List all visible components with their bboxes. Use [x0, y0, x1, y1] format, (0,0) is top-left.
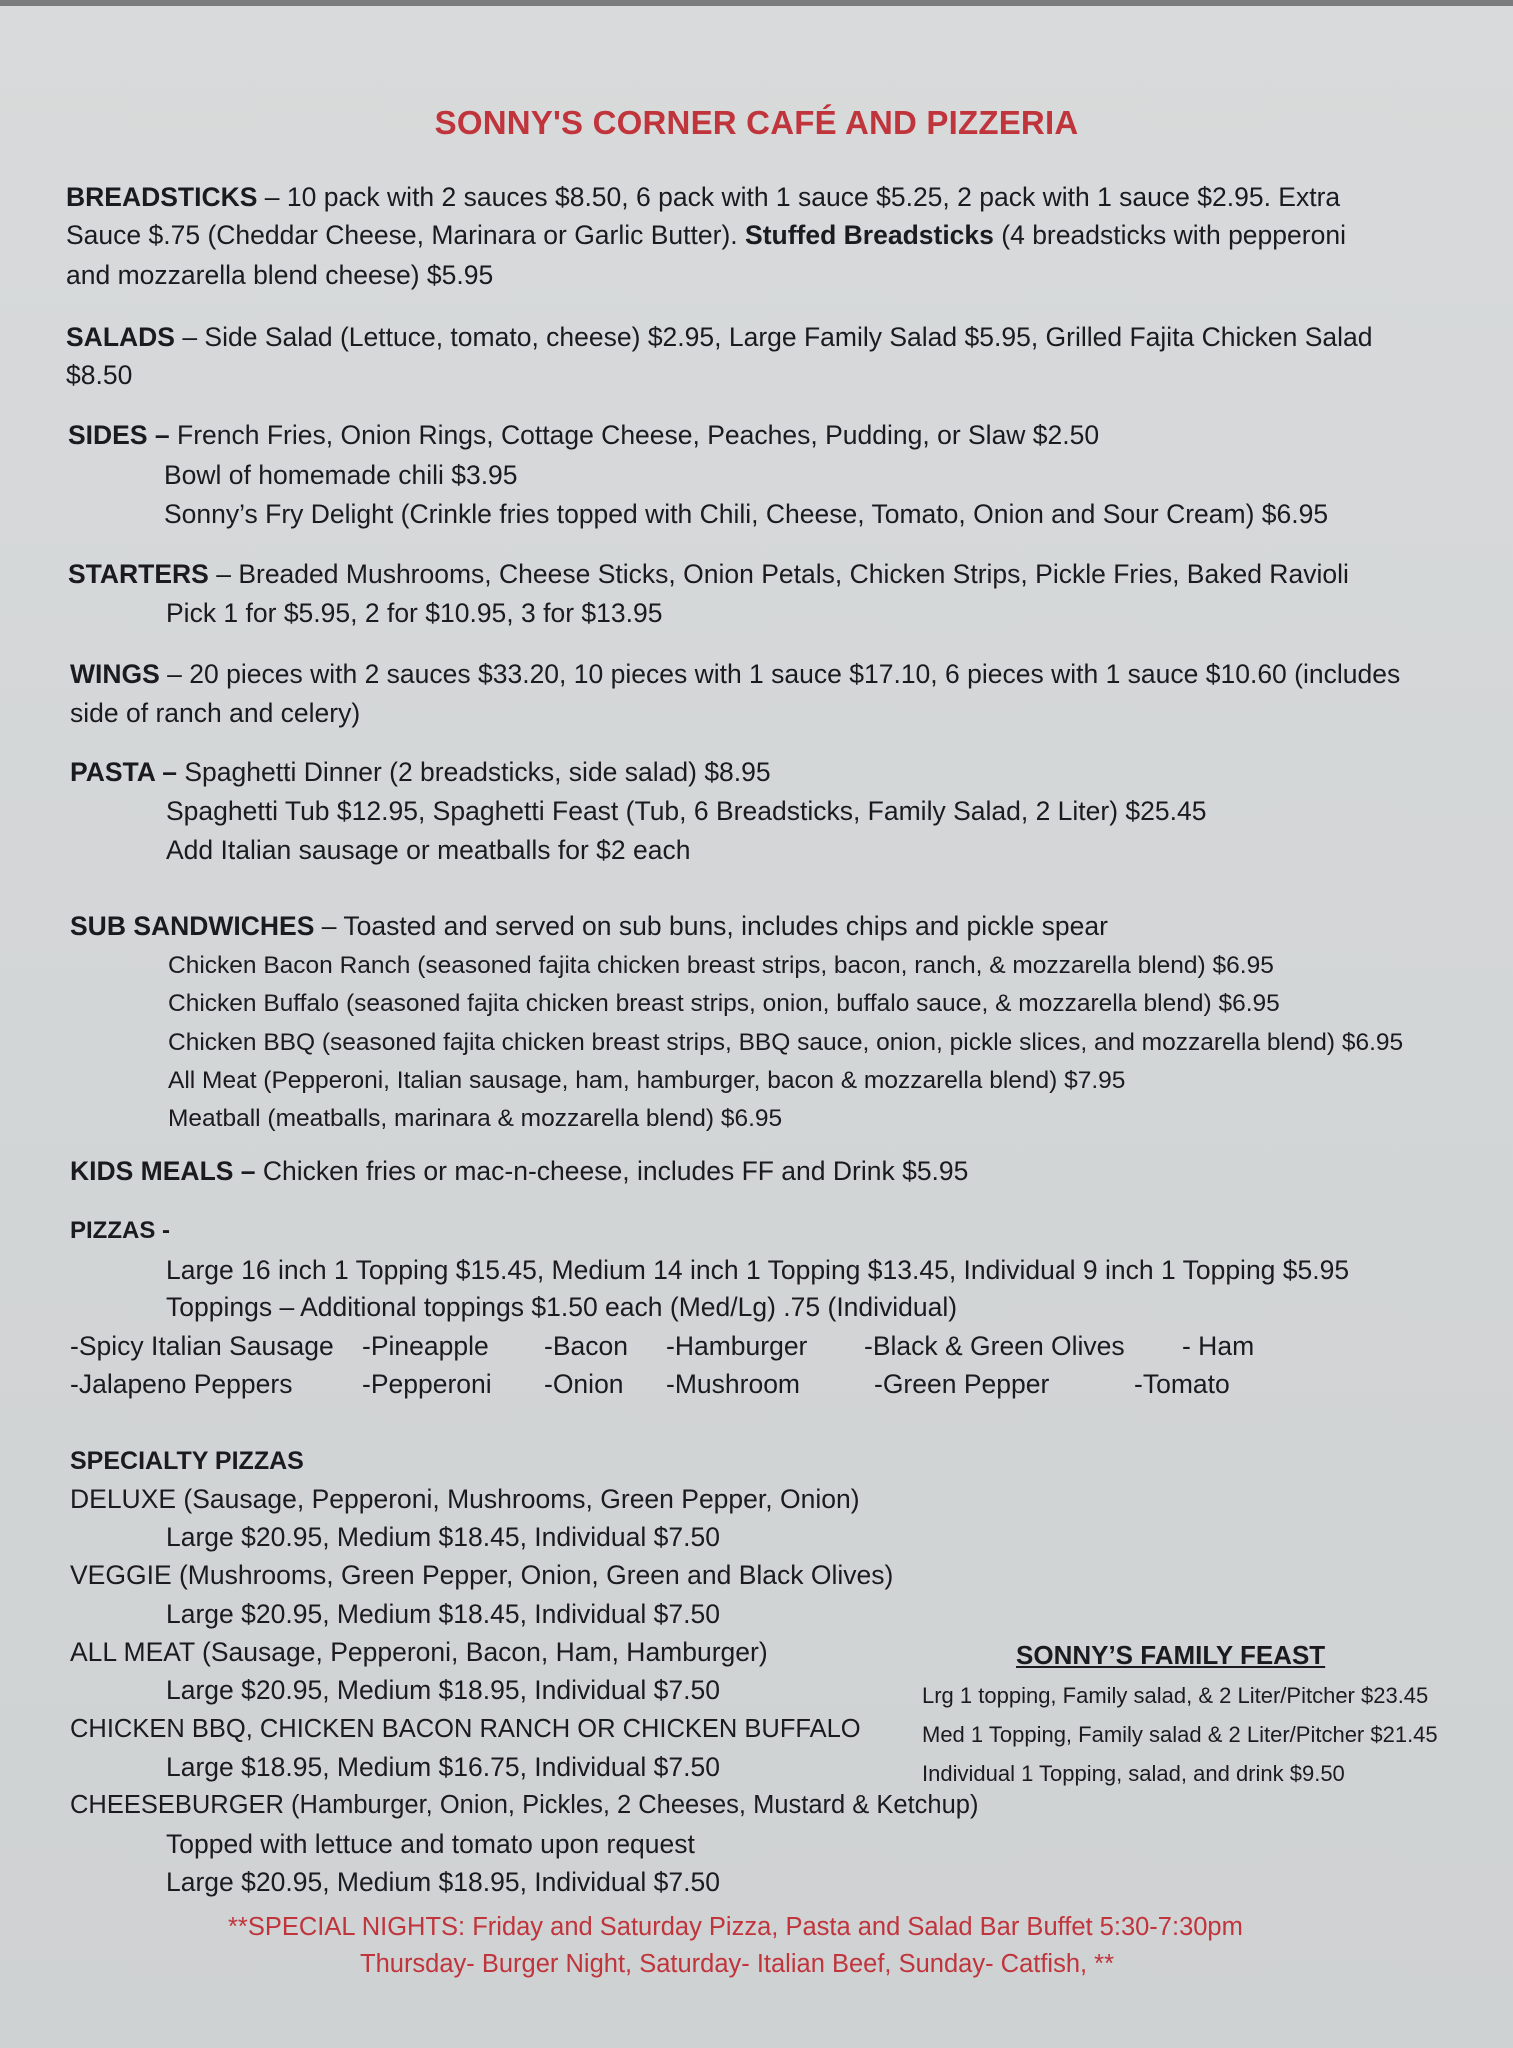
topping: -Pineapple — [362, 1331, 489, 1361]
topping: -Spicy Italian Sausage — [70, 1331, 334, 1361]
specialty-heading: SPECIALTY PIZZAS — [70, 1447, 304, 1475]
breadsticks-line-2 — [66, 216, 1346, 254]
topping: -Mushroom — [666, 1369, 801, 1399]
sides-line-1 — [68, 416, 1099, 454]
wings-text-1: – 20 pieces with 2 sauces $33.20, 10 pieces with 1 sauce $17.10, 6 pieces with 1 sauce $10.60 (includes — [159, 659, 1401, 689]
specialty-allmeat-price: Large $20.95, Medium $18.95, Individual $7.50 — [166, 1675, 720, 1705]
family-feast-item: Lrg 1 topping, Family salad, & 2 Liter/Pitcher $23.45 — [922, 1683, 1429, 1708]
topping: - Ham — [1182, 1331, 1255, 1361]
pasta-text-1: Spaghetti Dinner (2 breadsticks, side salad) $8.95 — [177, 757, 771, 787]
sides-line-3: Sonny’s Fry Delight (Crinkle fries topped with Chili, Cheese, Tomato, Onion and Sour Cream) $6.95 — [164, 499, 1329, 529]
family-feast-heading: SONNY’S FAMILY FEAST — [1016, 1640, 1326, 1670]
starters-text-1: – Breaded Mushrooms, Cheese Sticks, Onion Petals, Chicken Strips, Pickle Fries, Baked Ravioli — [208, 559, 1349, 589]
topping: -Bacon — [544, 1331, 628, 1361]
pasta-heading: PASTA – — [70, 757, 177, 787]
subs-text-1: – Toasted and served on sub buns, includes chips and pickle spear — [314, 911, 1108, 941]
breadsticks-heading: BREADSTICKS — [66, 182, 258, 212]
starters-line-2: Pick 1 for $5.95, 2 for $10.95, 3 for $13.95 — [166, 598, 663, 628]
wings-line-2: side of ranch and celery) — [70, 698, 361, 728]
pizzas-line-1: Large 16 inch 1 Topping $15.45, Medium 14 inch 1 Topping $13.45, Individual 9 inch 1 Topping $5.95 — [166, 1255, 1350, 1285]
subs-line-1 — [70, 907, 1108, 945]
specialty-cheeseburger-note: Topped with lettuce and tomato upon request — [166, 1829, 695, 1859]
family-feast-item: Med 1 Topping, Family salad & 2 Liter/Pitcher $21.45 — [922, 1722, 1438, 1747]
topping: -Onion — [544, 1369, 624, 1399]
sub-item: Chicken Bacon Ranch (seasoned fajita chicken breast strips, bacon, ranch, & mozzarella blend) $6.95 — [168, 952, 1274, 979]
breadsticks-text-1: – 10 pack with 2 sauces $8.50, 6 pack with 1 sauce $5.25, 2 pack with 1 sauce $2.95. Extra — [257, 182, 1341, 212]
specialty-deluxe-price: Large $20.95, Medium $18.45, Individual $7.50 — [166, 1522, 720, 1552]
wings-line-1 — [70, 655, 1400, 693]
topping: -Hamburger — [666, 1331, 808, 1361]
special-nights-line-1: **SPECIAL NIGHTS: Friday and Saturday Pizza, Pasta and Salad Bar Buffet 5:30-7:30pm — [228, 1913, 1243, 1941]
kids-line-1 — [70, 1152, 968, 1190]
sub-item: Meatball (meatballs, marinara & mozzarella blend) $6.95 — [168, 1105, 783, 1132]
specialty-allmeat: ALL MEAT (Sausage, Pepperoni, Bacon, Ham, Hamburger) — [70, 1637, 768, 1667]
sides-text-1: French Fries, Onion Rings, Cottage Cheese, Peaches, Pudding, or Slaw $2.50 — [169, 420, 1100, 450]
specialty-cheeseburger: CHEESEBURGER (Hamburger, Onion, Pickles, 2 Cheeses, Mustard & Ketchup) — [70, 1791, 979, 1819]
salads-line-2: $8.50 — [66, 360, 133, 390]
topping: -Black & Green Olives — [864, 1331, 1125, 1361]
topping: -Green Pepper — [874, 1369, 1050, 1399]
wings-heading: WINGS — [70, 659, 160, 689]
top-edge — [0, 0, 1513, 6]
subs-heading: SUB SANDWICHES — [70, 911, 315, 941]
starters-line-1 — [68, 555, 1349, 593]
starters-heading: STARTERS — [68, 559, 209, 589]
specialty-chicken: CHICKEN BBQ, CHICKEN BACON RANCH OR CHICKEN BUFFALO — [70, 1715, 861, 1743]
topping: -Tomato — [1134, 1369, 1230, 1399]
pasta-line-3: Add Italian sausage or meatballs for $2 each — [166, 835, 691, 865]
salads-heading: SALADS — [66, 322, 175, 352]
kids-text-1: Chicken fries or mac-n-cheese, includes FF and Drink $5.95 — [255, 1156, 969, 1186]
pasta-line-2: Spaghetti Tub $12.95, Spaghetti Feast (Tub, 6 Breadsticks, Family Salad, 2 Liter) $25.45 — [166, 796, 1207, 826]
sides-heading: SIDES – — [68, 420, 170, 450]
specialty-cheeseburger-price: Large $20.95, Medium $18.95, Individual $7.50 — [166, 1867, 720, 1897]
family-feast-item: Individual 1 Topping, salad, and drink $9.50 — [922, 1761, 1345, 1786]
menu-title: SONNY'S CORNER CAFÉ AND PIZZERIA — [434, 104, 1079, 141]
specialty-veggie-price: Large $20.95, Medium $18.45, Individual $7.50 — [166, 1599, 720, 1629]
breadsticks-line-1 — [66, 178, 1340, 216]
stuffed-breadsticks-label: Stuffed Breadsticks — [745, 220, 994, 250]
salads-text-1: – Side Salad (Lettuce, tomato, cheese) $2.95, Large Family Salad $5.95, Grilled Fajita Chicken Salad — [174, 322, 1373, 352]
sub-item: Chicken Buffalo (seasoned fajita chicken breast strips, onion, buffalo sauce, & mozzarella blend) $6.95 — [168, 990, 1280, 1017]
specialty-veggie: VEGGIE (Mushrooms, Green Pepper, Onion, Green and Black Olives) — [70, 1560, 894, 1590]
topping: -Pepperoni — [362, 1369, 492, 1399]
sub-item: Chicken BBQ (seasoned fajita chicken breast strips, BBQ sauce, onion, pickle slices, and mozzarella blend) $6.95 — [168, 1029, 1404, 1056]
breadsticks-text-2c: (4 breadsticks with pepperoni — [993, 220, 1346, 250]
sides-line-2: Bowl of homemade chili $3.95 — [164, 460, 518, 490]
pasta-line-1 — [70, 753, 771, 791]
breadsticks-text-2a: Sauce $.75 (Cheddar Cheese, Marinara or Garlic Butter). — [66, 220, 746, 250]
pizzas-line-2: Toppings – Additional toppings $1.50 each (Med/Lg) .75 (Individual) — [166, 1292, 958, 1322]
sub-item: All Meat (Pepperoni, Italian sausage, ham, hamburger, bacon & mozzarella blend) $7.95 — [168, 1067, 1126, 1094]
salads-line-1 — [66, 318, 1373, 356]
topping: -Jalapeno Peppers — [70, 1369, 293, 1399]
special-nights-line-2: Thursday- Burger Night, Saturday- Italian Beef, Sunday- Catfish, ** — [360, 1950, 1115, 1978]
kids-heading: KIDS MEALS – — [70, 1156, 256, 1186]
specialty-chicken-price: Large $18.95, Medium $16.75, Individual $7.50 — [166, 1752, 720, 1782]
breadsticks-line-3: and mozzarella blend cheese) $5.95 — [66, 260, 494, 290]
specialty-deluxe: DELUXE (Sausage, Pepperoni, Mushrooms, Green Pepper, Onion) — [70, 1484, 860, 1514]
pizzas-heading: PIZZAS - — [70, 1217, 170, 1244]
